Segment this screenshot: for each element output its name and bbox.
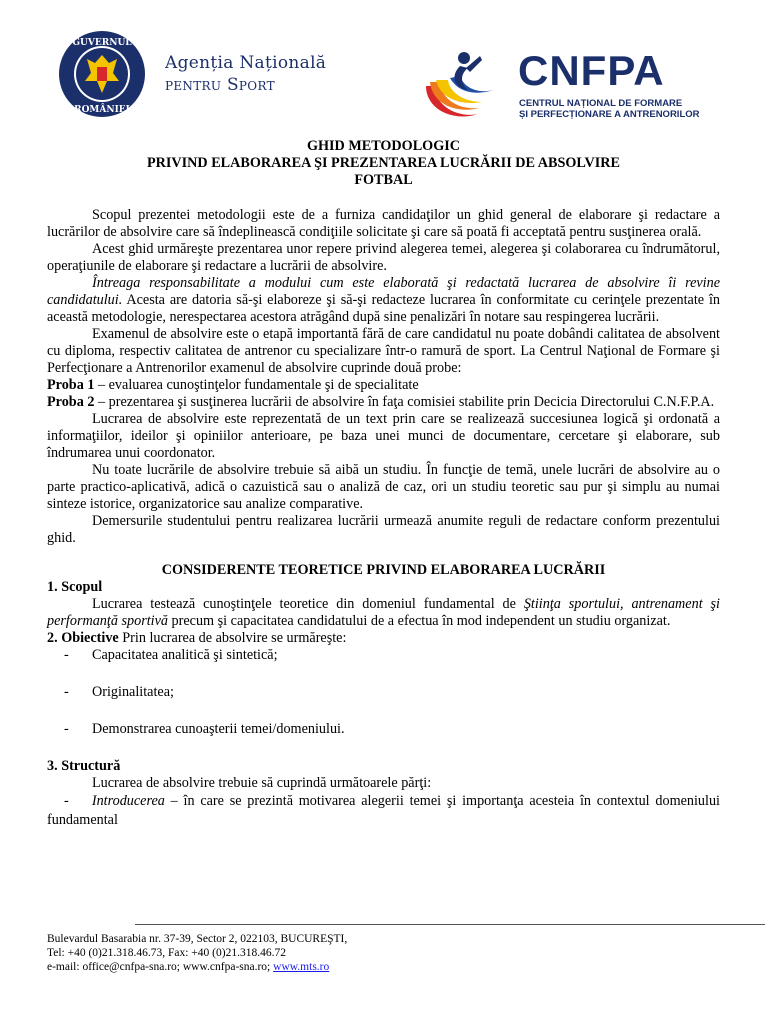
document-body: [47, 138, 720, 830]
cnfpa-subtitle: [519, 98, 700, 120]
scope-text-a: Lucrarea testează cunoştinţele teoretice din domeniul fundamental de: [92, 596, 524, 612]
paragraph-definition: Lucrarea de absolvire este reprezentată de un text prin care se realizează succesiunea logică şi ordonată a informaţiilor, ideilor şi opiniilor anterioare, pe baza unei munci de documentare, cercetare şi elaborare, sub îndrumarea unui coordonator.: [47, 411, 720, 461]
list-dash: -: [64, 721, 69, 737]
section-heading: CONSIDERENTE TEORETICE PRIVIND ELABORAREA LUCRĂRII: [161, 562, 606, 578]
website-link[interactable]: www.mts.ro: [273, 961, 330, 973]
government-seal-icon: [57, 29, 147, 119]
objectives-list: [47, 647, 720, 738]
paragraph-guide: Acest ghid urmăreşte prezentarea unor repere privind alegerea temei, alegerea şi colaborarea cu îndrumătorul, operaţiunile de elaborare şi redactare a lucrării de absolvire.: [47, 241, 720, 274]
list-item: [47, 684, 720, 701]
footer-contact: [47, 932, 347, 974]
cnfpa-wordmark: CNFPA: [518, 47, 665, 94]
objective-2: Originalitatea;: [92, 684, 174, 700]
structure-item-rest: – în care se prezintă motivarea alegerii temei şi importanţa acesteia în contextul domeniului fundamental: [47, 793, 721, 828]
scope-paragraph: [47, 596, 720, 630]
structure-item-intro: [47, 792, 720, 830]
objectives-heading: 2. Obiective: [47, 630, 119, 646]
structure-heading: 3. Structură: [47, 758, 121, 774]
paragraph-exam: Examenul de absolvire este o etapă importantă fără de care candidatul nu poate dobândi calitatea de absolvent cu diploma, respectiv calitatea de antrenor cu specializare într-o ramură de sport. La Centrul Naţional de Formare şi Perfecţionare a Antrenorilor examenul de absolvire cuprinde două probe:: [47, 326, 720, 376]
proba-1-label: Proba 1: [47, 377, 95, 393]
proba-2-label: Proba 2: [47, 394, 95, 410]
title-line-1: GHID METODOLOGIC: [306, 138, 461, 154]
cnfpa-subtitle-line-2: ȘI PERFECȚIONARE A ANTRENORILOR: [519, 109, 700, 120]
proba-1-text: – evaluarea cunoştinţelor fundamentale şi de specialitate: [94, 377, 419, 393]
paragraph-study: Nu toate lucrările de absolvire trebuie să aibă un studiu. În funcţie de temă, unele lucrări de absolvire au o parte practico-aplicativă, adică o cazuistică sau o analiză de caz, ori un studiu teoretic sau pur şi simplu au numai sinteze istorice, organizatorice sau analize comparative.: [47, 462, 720, 512]
responsibility-italic: Întreaga responsabilitate a modului cum este elaborată şi redactată lucrarea de absolvire îi revine candidatului.: [47, 275, 720, 308]
scope-text-italic: Ştiinţa sportului, antrenament şi performanţă sportivă: [47, 596, 720, 629]
objective-3: Demonstrarea cunoaşterii temei/domeniului.: [92, 721, 345, 737]
cnfpa-logo-icon: [420, 46, 512, 122]
spacer: [47, 189, 720, 207]
agency-line-1: Agenția Națională: [165, 53, 327, 73]
responsibility-rest: Acesta are datoria să-şi elaboreze şi să-şi redacteze lucrarea în conformitate cu cerinţele prezentate în această metodologie, nerespectarea acestora atrăgând după sine penalizări în notare sau respingerea lucrării.: [47, 292, 720, 325]
proba-1: [47, 377, 720, 394]
scope-text-b: precum şi capacitatea candidatului de a efectua în mod independent un studiu organizat.: [168, 613, 671, 629]
proba-2: [47, 394, 720, 411]
scope-heading: 1. Scopul: [47, 579, 103, 595]
paragraph-rules: Demersurile studentului pentru realizarea lucrării urmează anumite reguli de redactare conform prezentului ghid.: [47, 513, 720, 546]
agency-line-2: pentru Sport: [165, 75, 275, 95]
list-item: [47, 721, 720, 738]
list-dash: -: [64, 793, 69, 809]
title-line-2: PRIVIND ELABORAREA ŞI PREZENTAREA LUCRĂRII DE ABSOLVIRE: [146, 155, 621, 171]
objective-1: Capacitatea analitică şi sintetică;: [92, 647, 278, 663]
agency-name: [165, 52, 326, 96]
document-title: [47, 138, 720, 189]
footer-phone: Tel: +40 (0)21.318.46.73, Fax: +40 (0)21.318.46.72: [47, 947, 286, 959]
cnfpa-subtitle-line-1: CENTRUL NAȚIONAL DE FORMARE: [519, 98, 683, 109]
paragraph-responsibility: [47, 275, 720, 326]
list-dash: -: [64, 684, 69, 700]
structure-intro: Lucrarea de absolvire trebuie să cuprindă următoarele părţi:: [92, 775, 432, 791]
structure-item-italic: Introducerea: [91, 793, 165, 809]
title-line-3: FOTBAL: [354, 172, 413, 188]
proba-2-text: – prezentarea şi susţinerea lucrării de absolvire în faţa comisiei stabilite prin Decicia Directorului C.N.F.P.A.: [94, 394, 715, 410]
spacer: [47, 547, 720, 562]
footer-email: [47, 960, 347, 974]
seal-bottom-text: ROMÂNIEI: [74, 105, 130, 115]
paragraph-purpose: Scopul prezentei metodologii este de a furniza candidaţilor un ghid general de elaborare şi redactare a lucrărilor de absolvire care să îndeplinească condiţiile solicitate şi care să poată fi acceptată pentru susţinerea orală.: [47, 207, 720, 240]
letterhead: [0, 0, 768, 130]
list-item: [47, 647, 720, 664]
objectives-intro: Prin lucrarea de absolvire se urmăreşte:: [118, 630, 347, 646]
objectives-line: [47, 630, 720, 647]
footer-email-prefix: e-mail: office@cnfpa-sna.ro; www.cnfpa-sna.ro;: [47, 961, 274, 973]
seal-top-text: GUVERNUL: [72, 38, 132, 48]
list-dash: -: [64, 647, 69, 663]
footer-address: Bulevardul Basarabia nr. 37-39, Sector 2, 022103, BUCUREŞTI,: [47, 933, 348, 945]
footer-divider: [135, 924, 765, 925]
